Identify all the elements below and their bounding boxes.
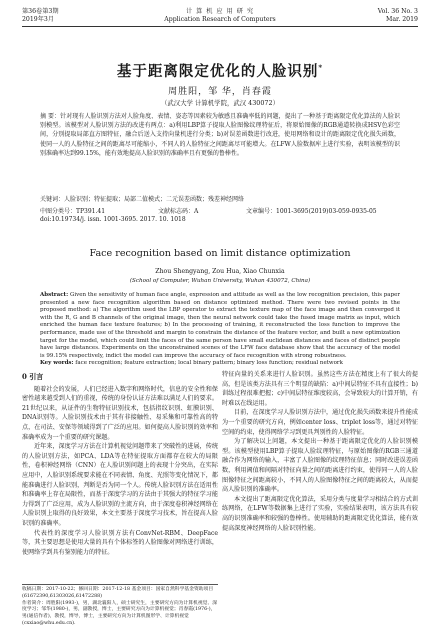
section-heading-intro: 0 引言 [22,372,44,381]
body-column-left [22,370,218,557]
keywords-en-label: Key words: [40,360,74,367]
date-en: Mar. 2019 [386,16,418,23]
date-zh: 2019年3月 [22,16,55,23]
paper-title-text: 基于距离限定优化的人脸识别 [116,63,319,80]
english-title: Face recognition based on limit distance optimization [89,248,351,259]
article-number: 文章编号：1001-3695(2019)03-059-0935-05 [246,208,377,215]
clc-number: 中图分类号：TP391.41 [40,208,106,215]
document-code: 文献标志码：A [158,208,199,215]
journal-issue-en [378,8,418,24]
abstract-en-label: Abstract: [40,292,69,298]
body-paragraph: 随着社会的发展，人们已经进入数字和网络时代，信息的安全性和保密性越来越受到人们的重视，传统的身份认证方法难以满足人们的要求。21世纪以来，从证件的生物特征识别技术，包括指纹识别、虹膜识别、DNA识别等。人脸识别技术由于其有非接触性、易采集和可靠性高的特点，在司法、安保等领域得到了广泛的应用。如何提高人脸识别的效率和准确率成为一个重要的研究课题。 [22,385,218,441]
body-paragraph: 代表性的深度学习人脸识别方法有ConvNet-RBM、DeepFace等，其主要思想是使用大量的具有个体标签的人脸图像对网络进行训练，使网络学到具有鉴别能力的特征。 [22,529,218,556]
footnote-author-bios: 作者简介：周胜阳(1993-)，男，湖北襄阳人，硕士研究生，主要研究方向为计算机视觉、深度学习；邹华(1980-)，男，副教授，博士，主要研究方向为计算机视觉；肖春霞(1976-)，男(通信作者)，教授，博导，博士，主要研究方向为计算机图形学、计算机视觉(cxxiao@whu.edu.cn). [22,600,218,626]
journal-name-zh: 计 算 机 应 用 研 究 [185,8,255,15]
doi: doi:10.19734/j. issn. 1001-3695. 2017. 10. 1018 [40,216,186,223]
body-paragraph: 本文提出了距离限定优化算法，采用分类与度量学习相结合的方式训练网络，在LFW等数据集上进行了实验，实验结果表明，该方法具有较高的识别准确率和较强的鲁棒性。使用辅助的距离限定优化算法，能有效提高深度神经网络的人脸识别性能。 [222,495,418,532]
header-rule [22,26,418,27]
body-paragraph: 近年来，深度学习方法在计算机视觉问题带来了突破性的进展，传统的人脸识别方法，如PCA、LDA等在特征提取方面都存在较大的局限性，卷积神经网络（CNN）在人脸识别问题上的表现十分突出，在实际应用中，人脸识别系统要求能在不同表情、角度、光照等变化情况下，都能准确进行人脸识别，判断是否为同一个人。传统人脸识别方法在适用性和准确率上存在局限性，而基于深度学习的方法由于其强大的特征学习能力得到了广泛应用，成为人脸识别的主流方向，由于深度卷积神经网络在人脸识别上取得的良好效果，本文主要基于深度学习技术，旨在提高人脸识别的准确率。 [22,443,218,527]
body-paragraph: 为了解决以上问题，本文提出一种基于距离限定优化的人脸识别模型。该模型使用LBP算子提取人脸纹理特征，与原始图像的RGB三通道融合作为网络的输入，丰富了人脸图像的纹理特征信息；同时改进误差函数，利用阈值和间隔对特征向量之间的距离进行约束，使得同一人的人脸图像特征之间距离较小，不同人的人脸图像特征之间的距离较大，从而提高人脸识别的准确率。 [222,438,418,494]
body-column-right [222,370,418,533]
footnote-dates-funding: 收稿日期：2017-10-22；修回日期：2017-12-18 基金项目：国家自然科学基金资助项目(61672390,61303026,61472288) [22,587,214,599]
abstract-en-text: Given the sensitivity of human face angle, expression and attitude as well as the low recognition precision, this paper presented a new face recognition algorithm based on distance optimized method. There were two revised points in the proposed method: a) The algorithm used the LBP operator to extract the texture map of the face image and then converged it with the R, G and B channels of the original image, then the neural network could take the fused image matrix as input, which enriched the human face texture features; b) In the processing of training, it reconstructed the loss function to improve the performance, made use of the threshold and margin to constrain the distance of the feature vector, and built a new optimization target for the model, which could limit the faces of the same person have small euclidean distances and faces of distinct people have large distances. Experiments on the unconstrained scenes of the LFW face database show that the accuracy of the model is 99.15% respectively, indict the model can improve the accuracy of face recognition with strong robustness. [40,292,400,359]
english-authors: Zhou Shengyang, Zou Hua, Xiao Chunxia [155,268,285,275]
keywords-zh: 关键词：人脸识别；特征提取；局部二值模式；二元误差函数；残差神经网络 [40,196,245,203]
paper-title [0,60,440,81]
keywords-en-text: face recognition; feature extraction; local binary pattern; binary loss function; residual network [75,360,343,367]
body-paragraph: 特征向量的关系来进行人脸识别。虽然这些方法在精度上有了很大的提高，但是该类方法具有三个明显的缺陷：a)中间层特征不具有直接性；b)训练过程很难把握；c)中间层特征维度较高，会导致较大的计算开销，有时难以在线运用。 [222,371,418,407]
title-footnote-mark: * [318,63,324,73]
volume-issue-en: Vol. 36 No. 3 [377,8,418,15]
english-affiliation: (School of Computer, Wuhan University, Wuhan 430072, China) [129,278,311,284]
affiliation: （武汉大学 计算机学院，武汉 430072） [161,99,279,107]
abstract-zh: 摘 要：针对现有人脸识别方法对人脸角度、表情、姿态等因素较为敏感且准确率低的问题，提出了一种基于距离限定优化算法的人脸识别模型。该模型对人脸识别方法的改进有两点：a)利用LBP算子提取人脸图像纹理特征后，将原始图像的RGB通道转换成HSV色彩空间，分别提取局部直方图特征，融合后送入支持向量机进行分类；b)对误差函数进行改进，使用网络和设计的距离限定优化损失函数，使同一人的人脸特征之间的距离尽可能缩小，不同人的人脸特征之间距离尽可能增大。在LFW人脸数据库上进行实验，表明该模型的识别准确率达到99.15%，能有效地提高人脸识别的准确率且有更强的鲁棒性。 [40,113,400,157]
body-paragraph: 目前，在深度学习人脸识别方法中，通过优化损失函数来提升性能成为一个重要的研究方向，例如center loss、triplet loss等，通过对特征空间的约束，使得网络学习到更具判别性的人脸特征。 [222,409,418,436]
footnotes [22,584,218,628]
running-header [22,6,418,32]
volume-issue-zh: 第36卷第3期 [22,8,59,15]
journal-name-en: Application Research of Computers [164,16,276,23]
journal-name [22,8,418,24]
classification-row [40,206,400,216]
abstract-en [40,292,400,368]
authors: 周胜阳，邹 华，肖春霞 [168,87,272,97]
